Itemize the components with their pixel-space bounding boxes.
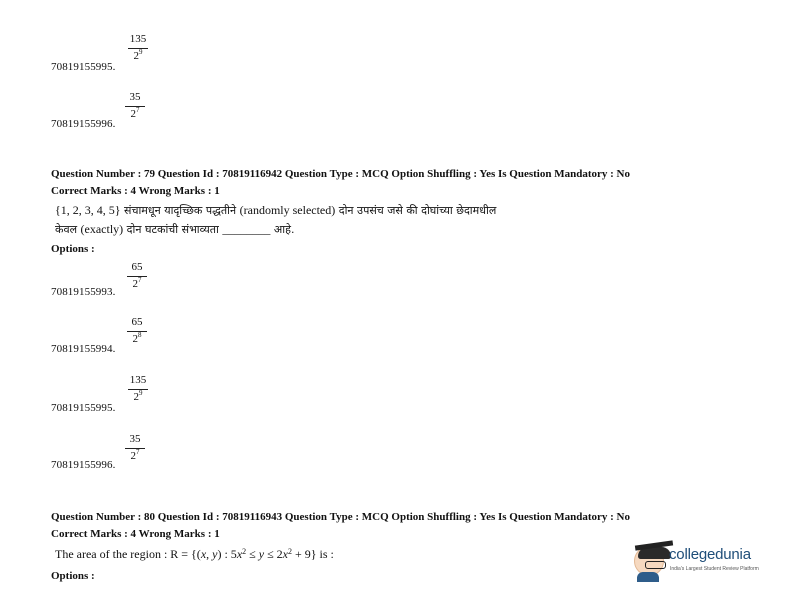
question-79-options-label: Options : xyxy=(51,243,95,255)
option-id: 70819155994. xyxy=(51,343,116,355)
question-80-header: Question Number : 80 Question Id : 70819116943 Question Type : MCQ Option Shuffling : Yes Is Question Mandatory : No xyxy=(51,511,630,523)
option-id: 70819155996. xyxy=(51,118,116,130)
option-id: 70819155995. xyxy=(51,61,116,73)
option-fraction: 135 $2^9$ xyxy=(129,33,147,62)
logo-wordmark: collegedunia xyxy=(669,546,751,563)
question-79-text-line2: केवल (exactly) दोन घटकांची संभाव्यता ________ आहे. xyxy=(55,222,295,236)
collegedunia-logo xyxy=(629,542,779,586)
option-id: 70819155995. xyxy=(51,402,116,414)
option-fraction: 35 $2^7$ xyxy=(120,433,150,463)
question-79-text-line1: {1, 2, 3, 4, 5} संचामधून यादृच्छिक पद्धतीने (randomly selected) दोन उपसंच जसे की दोघांच्या छेदामधील xyxy=(55,203,497,217)
option-fraction: 65 $2^8$ xyxy=(122,316,152,346)
logo-tagline: India's Largest Student Review Platform xyxy=(670,566,759,572)
question-80-options-label: Options : xyxy=(51,570,95,582)
question-79-marks: Correct Marks : 4 Wrong Marks : 1 xyxy=(51,185,220,197)
option-fraction: 65 $2^7$ xyxy=(122,261,152,291)
option-fraction: 135 $2^9$ xyxy=(129,374,147,403)
option-id: 70819155996. xyxy=(51,459,116,471)
question-80-marks: Correct Marks : 4 Wrong Marks : 1 xyxy=(51,528,220,540)
option-fraction: 35 $2^7$ xyxy=(120,91,150,121)
question-80-text: The area of the region : R = {(x, y) : $5x^2 \le y \le 2x^2 + 9$} is : xyxy=(55,547,334,561)
option-id: 70819155993. xyxy=(51,286,116,298)
question-79-header: Question Number : 79 Question Id : 70819116942 Question Type : MCQ Option Shuffling : Yes Is Question Mandatory : No xyxy=(51,168,630,180)
